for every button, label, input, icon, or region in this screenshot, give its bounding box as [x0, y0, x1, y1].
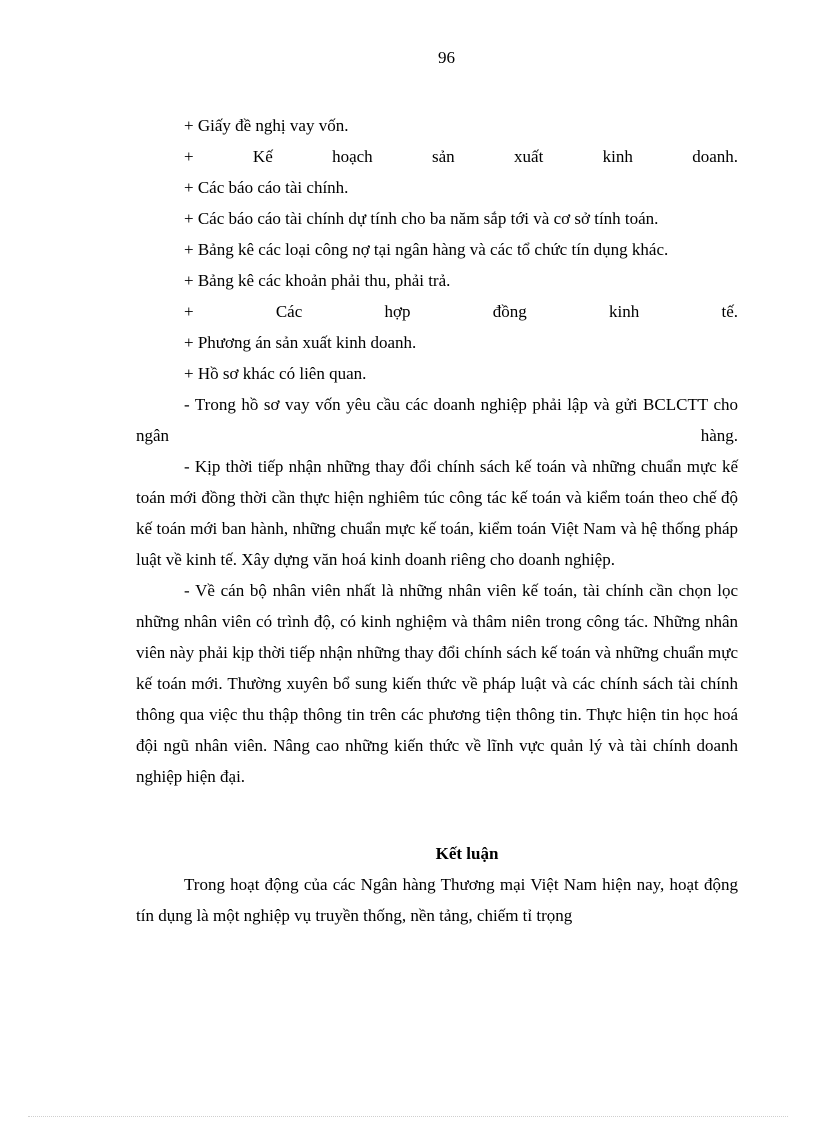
list-item: + Các báo cáo tài chính dự tính cho ba năm sắp tới và cơ sở tính toán.	[184, 209, 659, 228]
paragraph: - Trong hồ sơ vay vốn yêu cầu các doanh nghiệp phải lập và gửi BCLCTT cho ngân hàng.	[136, 395, 738, 445]
list-item: + Bảng kê các loại công nợ tại ngân hàng và các tổ chức tín dụng khác.	[184, 240, 669, 259]
list-item: + Bảng kê các khoản phải thu, phải trả.	[184, 271, 451, 290]
list-item: + Các báo cáo tài chính.	[184, 178, 349, 197]
list-item: + Hồ sơ khác có liên quan.	[184, 364, 367, 383]
list-item: + Phương án sản xuất kinh doanh.	[184, 333, 417, 352]
conclusion-paragraph: Trong hoạt động của các Ngân hàng Thương mại Việt Nam hiện nay, hoạt động tín dụng là một nghiệp vụ truyền thống, nền tảng, chiếm tỉ trọng	[136, 875, 738, 925]
section-heading: Kết luận	[435, 844, 499, 863]
list-item: + Kế hoạch sản xuất kinh doanh.	[184, 147, 738, 166]
paragraph: - Kịp thời tiếp nhận những thay đổi chính sách kế toán và những chuẩn mực kế toán mới đồng thời cần thực hiện nghiêm túc công tác kế toán và kiểm toán theo chế độ kế toán mới ban hành, những chuẩn mực kế toán, kiểm toán Việt Nam và hệ thống pháp luật về kinh tế. Xây dựng văn hoá kinh doanh riêng cho doanh nghiệp.	[136, 457, 738, 569]
list-item: + Các hợp đồng kinh tế.	[184, 302, 738, 321]
paragraph: - Về cán bộ nhân viên nhất là những nhân viên kế toán, tài chính cần chọn lọc những nhân viên có trình độ, có kinh nghiệm và thâm niên trong công tác. Những nhân viên này phải kịp thời tiếp nhận những thay đổi chính sách kế toán và những chuẩn mực kế toán mới. Thường xuyên bổ sung kiến thức về pháp luật và các chính sách tài chính thông qua việc thu thập thông tin trên các phương tiện thông tin. Thực hiện tin học hoá đội ngũ nhân viên. Nâng cao những kiến thức về lĩnh vực quản lý và tài chính doanh nghiệp hiện đại.	[136, 581, 738, 786]
page-content	[136, 110, 738, 931]
list-item: + Giấy đề nghị vay vốn.	[184, 116, 349, 135]
page-number: 96	[438, 48, 455, 67]
page-divider	[28, 1116, 788, 1117]
